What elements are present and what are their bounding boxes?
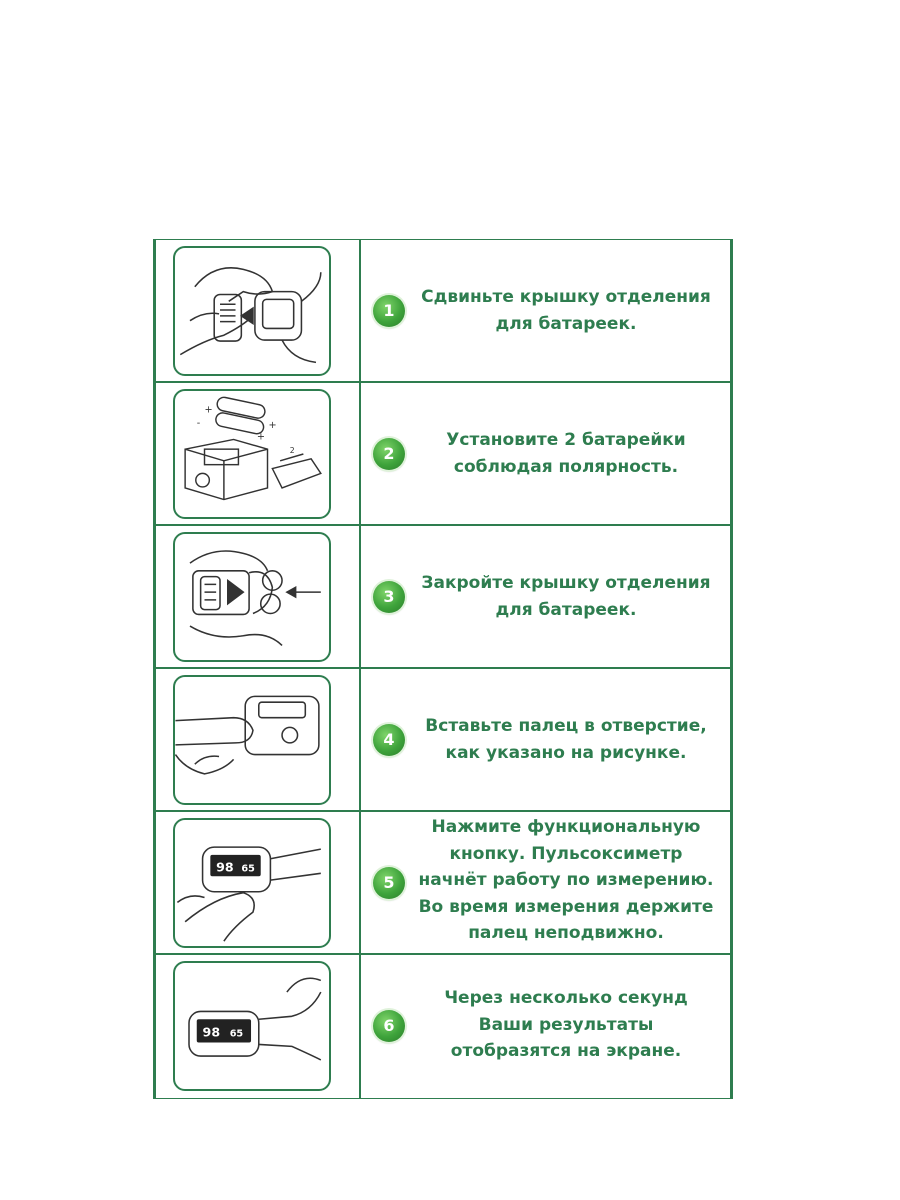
step-4-line: как указано на рисунке. (445, 742, 687, 763)
step-2-line: соблюдая полярность. (453, 456, 679, 477)
step-1-line: для батареек. (495, 313, 637, 334)
plus-mark: + (268, 419, 277, 431)
step-row-6 (156, 955, 730, 1098)
minus-mark: - (196, 417, 201, 429)
step-4-text (411, 713, 721, 766)
column-divider (359, 955, 361, 1098)
spo2-display: 98 (216, 859, 234, 875)
spo2-display: 98 (202, 1024, 221, 1040)
battery-insert-icon (175, 391, 329, 517)
step-5-line: Во время измерения держите (418, 896, 714, 917)
step-6-line: Через несколько секунд (444, 988, 688, 1008)
step-3-text (411, 570, 721, 623)
step-3-line: для батареек. (495, 599, 637, 620)
step-6-badge: 6 (373, 1010, 405, 1042)
step-5-text (411, 814, 721, 947)
step-2-text (411, 427, 721, 480)
oximeter-result-icon (175, 963, 329, 1089)
step-row-1 (156, 240, 730, 383)
step-row-3 (156, 526, 730, 669)
finger-insert-icon (175, 677, 329, 803)
column-divider (359, 383, 361, 524)
hands-closing-cover-icon (175, 534, 329, 660)
step-1-line: Сдвиньте крышку отделения (421, 287, 711, 307)
step-6-text (411, 985, 721, 1065)
step-3-line: Закройте крышку отделения (421, 573, 711, 593)
step-5-illustration (173, 818, 331, 948)
column-divider (359, 812, 361, 953)
step-2-illustration (173, 389, 331, 519)
step-row-2 (156, 383, 730, 526)
pulse-display: 65 (229, 1028, 244, 1040)
step-4-badge: 4 (373, 724, 405, 756)
step-4-illustration (173, 675, 331, 805)
instruction-table (153, 239, 733, 1099)
battery-count-mark: 2 (289, 446, 295, 456)
step-1-illustration (173, 246, 331, 376)
step-5-badge: 5 (373, 867, 405, 899)
step-5-line: Нажмите функциональную (431, 817, 701, 837)
step-3-badge: 3 (373, 581, 405, 613)
step-6-line: отобразятся на экране. (450, 1041, 682, 1061)
step-5-line: кнопку. Пульсоксиметр (449, 843, 683, 864)
column-divider (359, 240, 361, 381)
column-divider (359, 669, 361, 810)
step-row-5 (156, 812, 730, 955)
step-row-4 (156, 669, 730, 812)
plus-mark: + (204, 404, 213, 416)
step-5-line: начнёт работу по измерению. (418, 870, 714, 890)
step-6-illustration (173, 961, 331, 1091)
hands-sliding-cover-icon (175, 248, 329, 374)
column-divider (359, 526, 361, 667)
step-1-text (411, 284, 721, 337)
oximeter-press-button-icon (175, 820, 329, 946)
step-2-badge: 2 (373, 438, 405, 470)
step-6-line: Ваши результаты (478, 1014, 654, 1035)
step-2-line: Установите 2 батарейки (446, 430, 686, 450)
pulse-display: 65 (241, 863, 255, 875)
step-1-badge: 1 (373, 295, 405, 327)
step-4-line: Вставьте палец в отверстие, (425, 716, 707, 736)
plus-mark: + (256, 431, 265, 443)
step-3-illustration (173, 532, 331, 662)
step-5-line: палец неподвижно. (468, 923, 664, 943)
